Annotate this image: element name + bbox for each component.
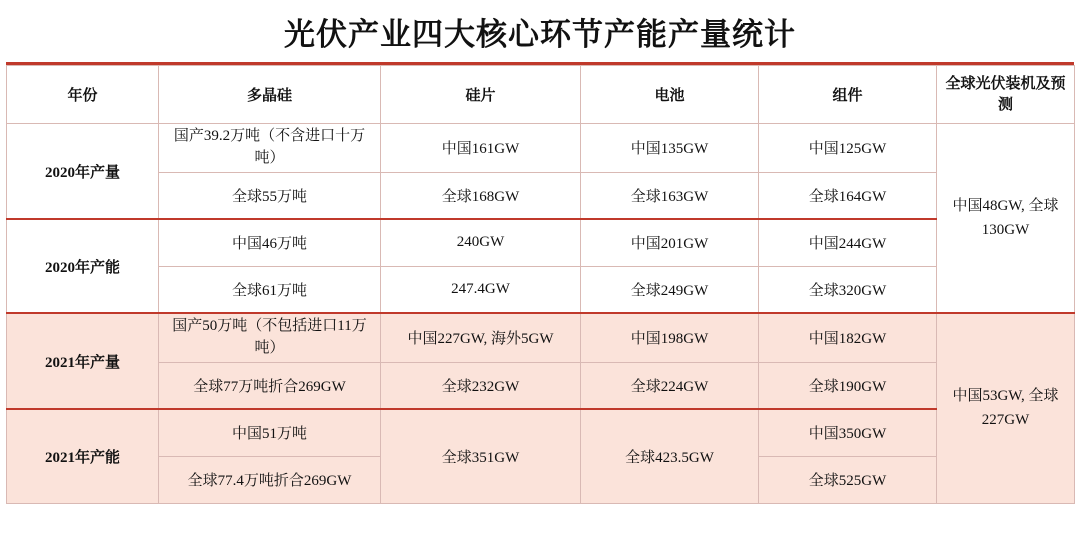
cell-polysilicon: 国产50万吨（不包括进口11万吨） bbox=[159, 313, 381, 362]
column-header-cell: 电池 bbox=[581, 66, 759, 124]
column-header-polysilicon: 多晶硅 bbox=[159, 66, 381, 124]
cell-wafer: 全球351GW bbox=[381, 409, 581, 503]
row-label-2020-capacity: 2020年产能 bbox=[7, 219, 159, 313]
table-row bbox=[7, 313, 1075, 362]
cell-global-installation-2020: 中国48GW, 全球130GW bbox=[937, 124, 1075, 314]
cell-wafer: 中国227GW, 海外5GW bbox=[381, 313, 581, 362]
cell-cell: 全球423.5GW bbox=[581, 409, 759, 503]
cell-cell: 中国135GW bbox=[581, 124, 759, 173]
cell-wafer: 全球232GW bbox=[381, 362, 581, 409]
cell-polysilicon: 全球77.4万吨折合269GW bbox=[159, 456, 381, 503]
cell-module: 全球525GW bbox=[759, 456, 937, 503]
column-header-module: 组件 bbox=[759, 66, 937, 124]
table-row bbox=[7, 172, 1075, 219]
cell-cell: 中国198GW bbox=[581, 313, 759, 362]
row-label-2021-output: 2021年产量 bbox=[7, 313, 159, 409]
table-row bbox=[7, 219, 1075, 266]
cell-module: 中国182GW bbox=[759, 313, 937, 362]
cell-wafer: 全球168GW bbox=[381, 172, 581, 219]
column-header-global-installation: 全球光伏装机及预测 bbox=[937, 66, 1075, 124]
table-row bbox=[7, 124, 1075, 173]
cell-cell: 全球249GW bbox=[581, 266, 759, 313]
cell-polysilicon: 全球77万吨折合269GW bbox=[159, 362, 381, 409]
cell-module: 中国125GW bbox=[759, 124, 937, 173]
cell-wafer: 240GW bbox=[381, 219, 581, 266]
cell-cell: 中国201GW bbox=[581, 219, 759, 266]
cell-cell: 全球224GW bbox=[581, 362, 759, 409]
column-header-wafer: 硅片 bbox=[381, 66, 581, 124]
cell-polysilicon: 中国46万吨 bbox=[159, 219, 381, 266]
cell-global-installation-2021: 中国53GW, 全球227GW bbox=[937, 313, 1075, 503]
cell-polysilicon: 全球55万吨 bbox=[159, 172, 381, 219]
table-row bbox=[7, 409, 1075, 456]
table-row bbox=[7, 266, 1075, 313]
cell-module: 全球320GW bbox=[759, 266, 937, 313]
cell-module: 全球190GW bbox=[759, 362, 937, 409]
table-header-row bbox=[7, 66, 1075, 124]
column-header-year: 年份 bbox=[7, 66, 159, 124]
table-row bbox=[7, 362, 1075, 409]
cell-module: 中国244GW bbox=[759, 219, 937, 266]
cell-wafer: 中国161GW bbox=[381, 124, 581, 173]
cell-polysilicon: 全球61万吨 bbox=[159, 266, 381, 313]
statistics-table bbox=[6, 65, 1075, 504]
page-title: 光伏产业四大核心环节产能产量统计 bbox=[284, 16, 796, 52]
cell-polysilicon: 国产39.2万吨（不含进口十万吨） bbox=[159, 124, 381, 173]
cell-wafer: 247.4GW bbox=[381, 266, 581, 313]
cell-module: 全球164GW bbox=[759, 172, 937, 219]
cell-polysilicon: 中国51万吨 bbox=[159, 409, 381, 456]
cell-module: 中国350GW bbox=[759, 409, 937, 456]
row-label-2020-output: 2020年产量 bbox=[7, 124, 159, 220]
row-label-2021-capacity: 2021年产能 bbox=[7, 409, 159, 503]
document-title-bar bbox=[6, 0, 1074, 65]
cell-cell: 全球163GW bbox=[581, 172, 759, 219]
